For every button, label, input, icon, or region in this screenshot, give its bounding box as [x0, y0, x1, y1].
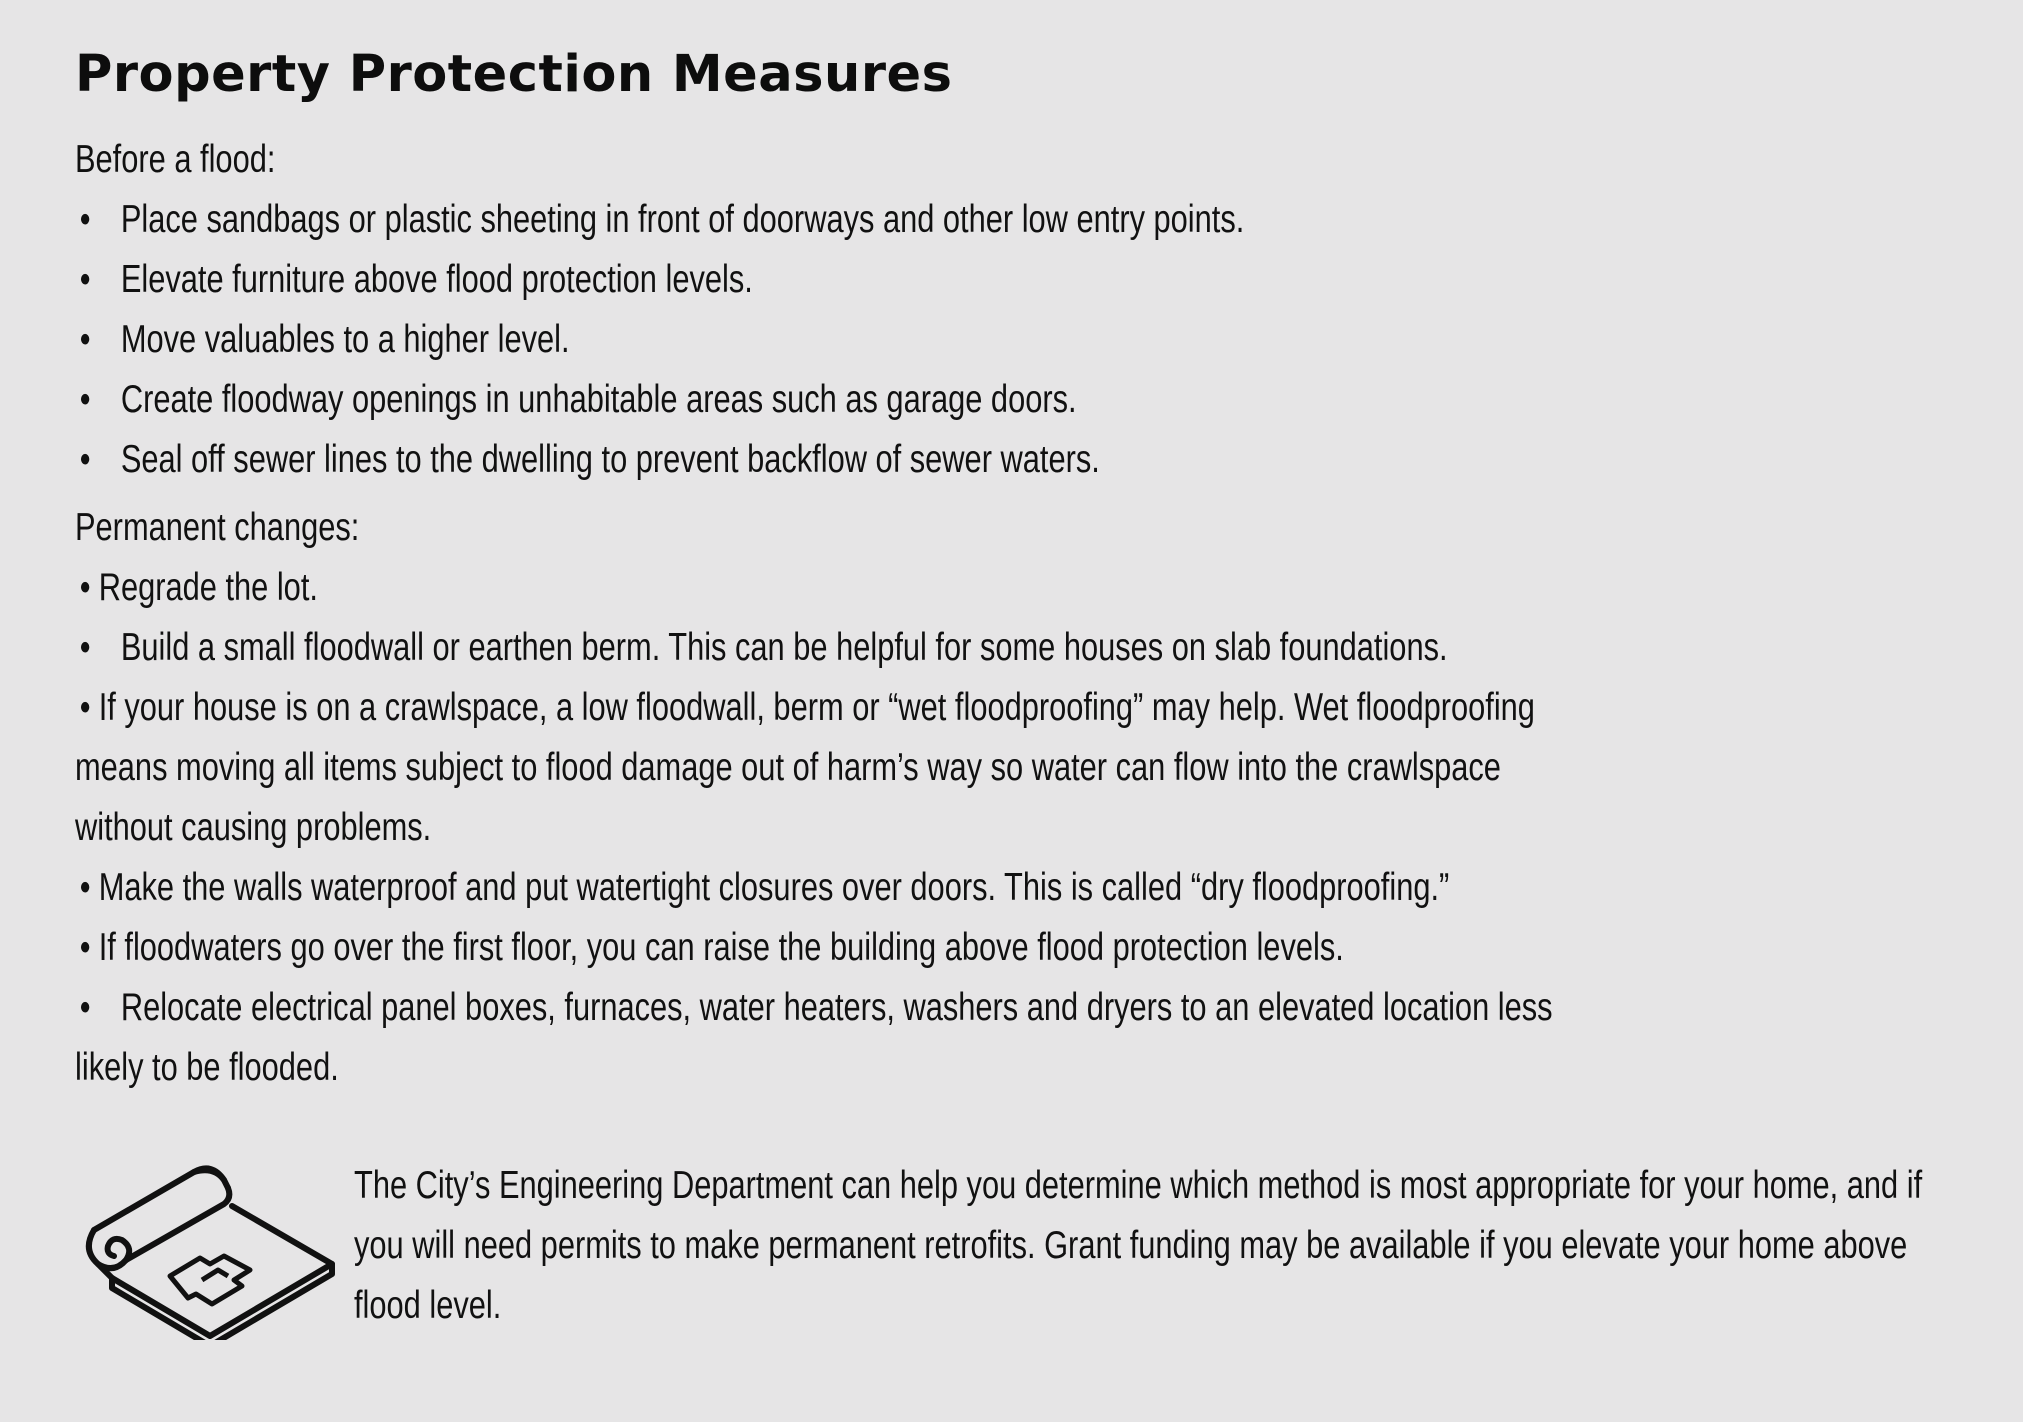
list-item [75, 678, 1576, 858]
list-item [75, 250, 1576, 310]
list-item-text: Place sandbags or plastic sheeting in front of doorways and other low entry points. [120, 198, 1245, 241]
before-flood-label: Before a flood: [75, 138, 276, 181]
content-body [75, 130, 1576, 1098]
page-title: Property Protection Measures [75, 45, 953, 104]
list-item [75, 430, 1576, 490]
permanent-changes-list [75, 558, 1576, 1098]
list-item [75, 310, 1576, 370]
list-item [75, 918, 1576, 978]
list-item-text: Elevate furniture above flood protection levels. [120, 258, 753, 301]
bullet-icon: • [79, 566, 91, 609]
bullet-icon: • [79, 626, 91, 669]
bullet-icon: • [79, 258, 91, 301]
list-item [75, 558, 1576, 618]
list-item [75, 978, 1576, 1098]
list-item-text: Make the walls waterproof and put watertight closures over doors. This is called “dry floodproofing.” [98, 866, 1450, 909]
footer-note: The City’s Engineering Department can help you determine which method is most appropriate for your home, and if you will need permits to make permanent retrofits. Grant funding may be available if you elevate your home above flood level. [354, 1164, 1923, 1327]
bullet-icon: • [79, 318, 91, 361]
bullet-icon: • [79, 986, 91, 1029]
list-item-text: Create floodway openings in unhabitable areas such as garage doors. [120, 378, 1077, 421]
bullet-icon: • [79, 438, 91, 481]
list-item-text: Build a small floodwall or earthen berm. This can be helpful for some houses on slab foundations. [120, 626, 1448, 669]
list-item [75, 858, 1576, 918]
bullet-icon: • [79, 378, 91, 421]
list-item-text: If your house is on a crawlspace, a low floodwall, berm or “wet floodproofing” may help. Wet floodproofing means moving all items subject to flood damage out of harm’s way so water can flow into the crawlspace without causing problems. [75, 686, 1535, 849]
bullet-icon: • [79, 926, 91, 969]
permanent-changes-label: Permanent changes: [75, 506, 360, 549]
blueprint-scroll-icon [82, 1140, 342, 1340]
before-flood-list [75, 190, 1576, 490]
list-item [75, 618, 1576, 678]
list-item [75, 370, 1576, 430]
list-item [75, 190, 1576, 250]
list-item-text: Move valuables to a higher level. [120, 318, 570, 361]
list-item-text: Seal off sewer lines to the dwelling to prevent backflow of sewer waters. [120, 438, 1100, 481]
bullet-icon: • [79, 198, 91, 241]
bullet-icon: • [79, 866, 91, 909]
list-item-text: Relocate electrical panel boxes, furnaces, water heaters, washers and dryers to an elevated location less likely to be flooded. [75, 986, 1553, 1089]
list-item-text: Regrade the lot. [98, 566, 318, 609]
list-item-text: If floodwaters go over the first floor, you can raise the building above flood protection levels. [98, 926, 1344, 969]
bullet-icon: • [79, 686, 91, 729]
